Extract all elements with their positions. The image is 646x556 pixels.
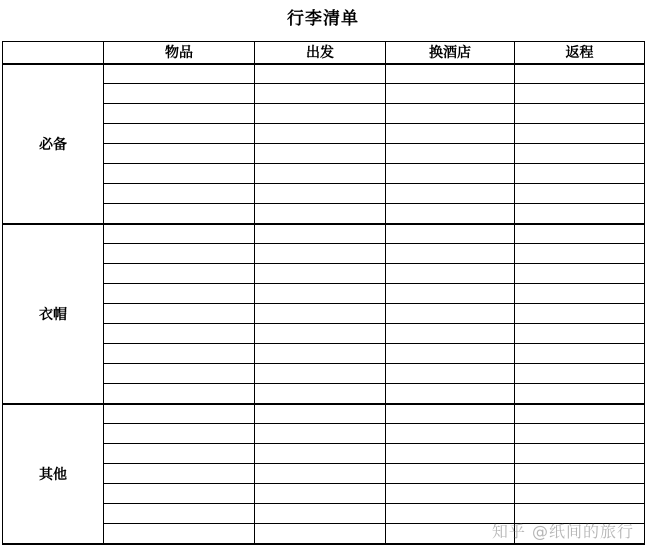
item-cell[interactable] bbox=[104, 124, 255, 144]
change-hotel-cell[interactable] bbox=[386, 244, 515, 264]
departure-cell[interactable] bbox=[255, 204, 386, 224]
return-cell[interactable] bbox=[515, 124, 645, 144]
item-cell[interactable] bbox=[104, 324, 255, 344]
departure-cell[interactable] bbox=[255, 404, 386, 424]
item-cell[interactable] bbox=[104, 464, 255, 484]
item-cell[interactable] bbox=[104, 104, 255, 124]
item-cell[interactable] bbox=[104, 84, 255, 104]
return-cell[interactable] bbox=[515, 104, 645, 124]
return-cell[interactable] bbox=[515, 504, 645, 524]
item-cell[interactable] bbox=[104, 264, 255, 284]
departure-cell[interactable] bbox=[255, 144, 386, 164]
return-cell[interactable] bbox=[515, 224, 645, 244]
departure-cell[interactable] bbox=[255, 364, 386, 384]
change-hotel-cell[interactable] bbox=[386, 504, 515, 524]
change-hotel-cell[interactable] bbox=[386, 64, 515, 84]
change-hotel-cell[interactable] bbox=[386, 304, 515, 324]
change-hotel-cell[interactable] bbox=[386, 184, 515, 204]
header-item: 物品 bbox=[104, 42, 255, 64]
return-cell[interactable] bbox=[515, 384, 645, 404]
return-cell[interactable] bbox=[515, 324, 645, 344]
change-hotel-cell[interactable] bbox=[386, 364, 515, 384]
item-cell[interactable] bbox=[104, 484, 255, 504]
departure-cell[interactable] bbox=[255, 344, 386, 364]
change-hotel-cell[interactable] bbox=[386, 424, 515, 444]
change-hotel-cell[interactable] bbox=[386, 224, 515, 244]
item-cell[interactable] bbox=[104, 284, 255, 304]
item-cell[interactable] bbox=[104, 64, 255, 84]
departure-cell[interactable] bbox=[255, 484, 386, 504]
document-title: 行李清单 bbox=[287, 9, 359, 29]
section-label: 其他 bbox=[3, 404, 104, 544]
return-cell[interactable] bbox=[515, 444, 645, 464]
change-hotel-cell[interactable] bbox=[386, 384, 515, 404]
return-cell[interactable] bbox=[515, 64, 645, 84]
table-row bbox=[3, 64, 645, 84]
return-cell[interactable] bbox=[515, 304, 645, 324]
item-cell[interactable] bbox=[104, 524, 255, 544]
section-label: 衣帽 bbox=[3, 224, 104, 404]
departure-cell[interactable] bbox=[255, 384, 386, 404]
return-cell[interactable] bbox=[515, 204, 645, 224]
item-cell[interactable] bbox=[104, 304, 255, 324]
departure-cell[interactable] bbox=[255, 184, 386, 204]
change-hotel-cell[interactable] bbox=[386, 484, 515, 504]
departure-cell[interactable] bbox=[255, 284, 386, 304]
departure-cell[interactable] bbox=[255, 84, 386, 104]
return-cell[interactable] bbox=[515, 464, 645, 484]
header-row bbox=[3, 42, 645, 64]
item-cell[interactable] bbox=[104, 204, 255, 224]
departure-cell[interactable] bbox=[255, 324, 386, 344]
change-hotel-cell[interactable] bbox=[386, 164, 515, 184]
packing-list-table bbox=[2, 41, 645, 545]
change-hotel-cell[interactable] bbox=[386, 444, 515, 464]
departure-cell[interactable] bbox=[255, 104, 386, 124]
item-cell[interactable] bbox=[104, 364, 255, 384]
item-cell[interactable] bbox=[104, 184, 255, 204]
change-hotel-cell[interactable] bbox=[386, 264, 515, 284]
departure-cell[interactable] bbox=[255, 224, 386, 244]
header-departure: 出发 bbox=[255, 42, 386, 64]
change-hotel-cell[interactable] bbox=[386, 104, 515, 124]
change-hotel-cell[interactable] bbox=[386, 144, 515, 164]
change-hotel-cell[interactable] bbox=[386, 84, 515, 104]
change-hotel-cell[interactable] bbox=[386, 524, 515, 544]
item-cell[interactable] bbox=[104, 344, 255, 364]
item-cell[interactable] bbox=[104, 144, 255, 164]
return-cell[interactable] bbox=[515, 344, 645, 364]
return-cell[interactable] bbox=[515, 424, 645, 444]
return-cell[interactable] bbox=[515, 264, 645, 284]
item-cell[interactable] bbox=[104, 244, 255, 264]
item-cell[interactable] bbox=[104, 424, 255, 444]
watermark: 知乎 @纸间的旅行 bbox=[491, 522, 634, 541]
departure-cell[interactable] bbox=[255, 424, 386, 444]
change-hotel-cell[interactable] bbox=[386, 124, 515, 144]
change-hotel-cell[interactable] bbox=[386, 404, 515, 424]
departure-cell[interactable] bbox=[255, 504, 386, 524]
section-label: 必备 bbox=[3, 64, 104, 224]
departure-cell[interactable] bbox=[255, 164, 386, 184]
item-cell[interactable] bbox=[104, 224, 255, 244]
departure-cell[interactable] bbox=[255, 464, 386, 484]
change-hotel-cell[interactable] bbox=[386, 344, 515, 364]
return-cell[interactable] bbox=[515, 144, 645, 164]
departure-cell[interactable] bbox=[255, 124, 386, 144]
departure-cell[interactable] bbox=[255, 244, 386, 264]
item-cell[interactable] bbox=[104, 164, 255, 184]
return-cell[interactable] bbox=[515, 284, 645, 304]
item-cell[interactable] bbox=[104, 444, 255, 464]
return-cell[interactable] bbox=[515, 244, 645, 264]
return-cell[interactable] bbox=[515, 164, 645, 184]
change-hotel-cell[interactable] bbox=[386, 324, 515, 344]
change-hotel-cell[interactable] bbox=[386, 204, 515, 224]
return-cell[interactable] bbox=[515, 184, 645, 204]
header-change-hotel: 换酒店 bbox=[386, 42, 515, 64]
departure-cell[interactable] bbox=[255, 64, 386, 84]
return-cell[interactable] bbox=[515, 484, 645, 504]
table-body bbox=[3, 64, 645, 544]
return-cell[interactable] bbox=[515, 524, 645, 544]
item-cell[interactable] bbox=[104, 504, 255, 524]
departure-cell[interactable] bbox=[255, 264, 386, 284]
item-cell[interactable] bbox=[104, 404, 255, 424]
return-cell[interactable] bbox=[515, 84, 645, 104]
table-row bbox=[3, 224, 645, 244]
departure-cell[interactable] bbox=[255, 444, 386, 464]
header-return: 返程 bbox=[515, 42, 645, 64]
return-cell[interactable] bbox=[515, 404, 645, 424]
table-row bbox=[3, 404, 645, 424]
change-hotel-cell[interactable] bbox=[386, 464, 515, 484]
change-hotel-cell[interactable] bbox=[386, 284, 515, 304]
header-corner bbox=[3, 42, 104, 64]
departure-cell[interactable] bbox=[255, 304, 386, 324]
departure-cell[interactable] bbox=[255, 524, 386, 544]
return-cell[interactable] bbox=[515, 364, 645, 384]
item-cell[interactable] bbox=[104, 384, 255, 404]
